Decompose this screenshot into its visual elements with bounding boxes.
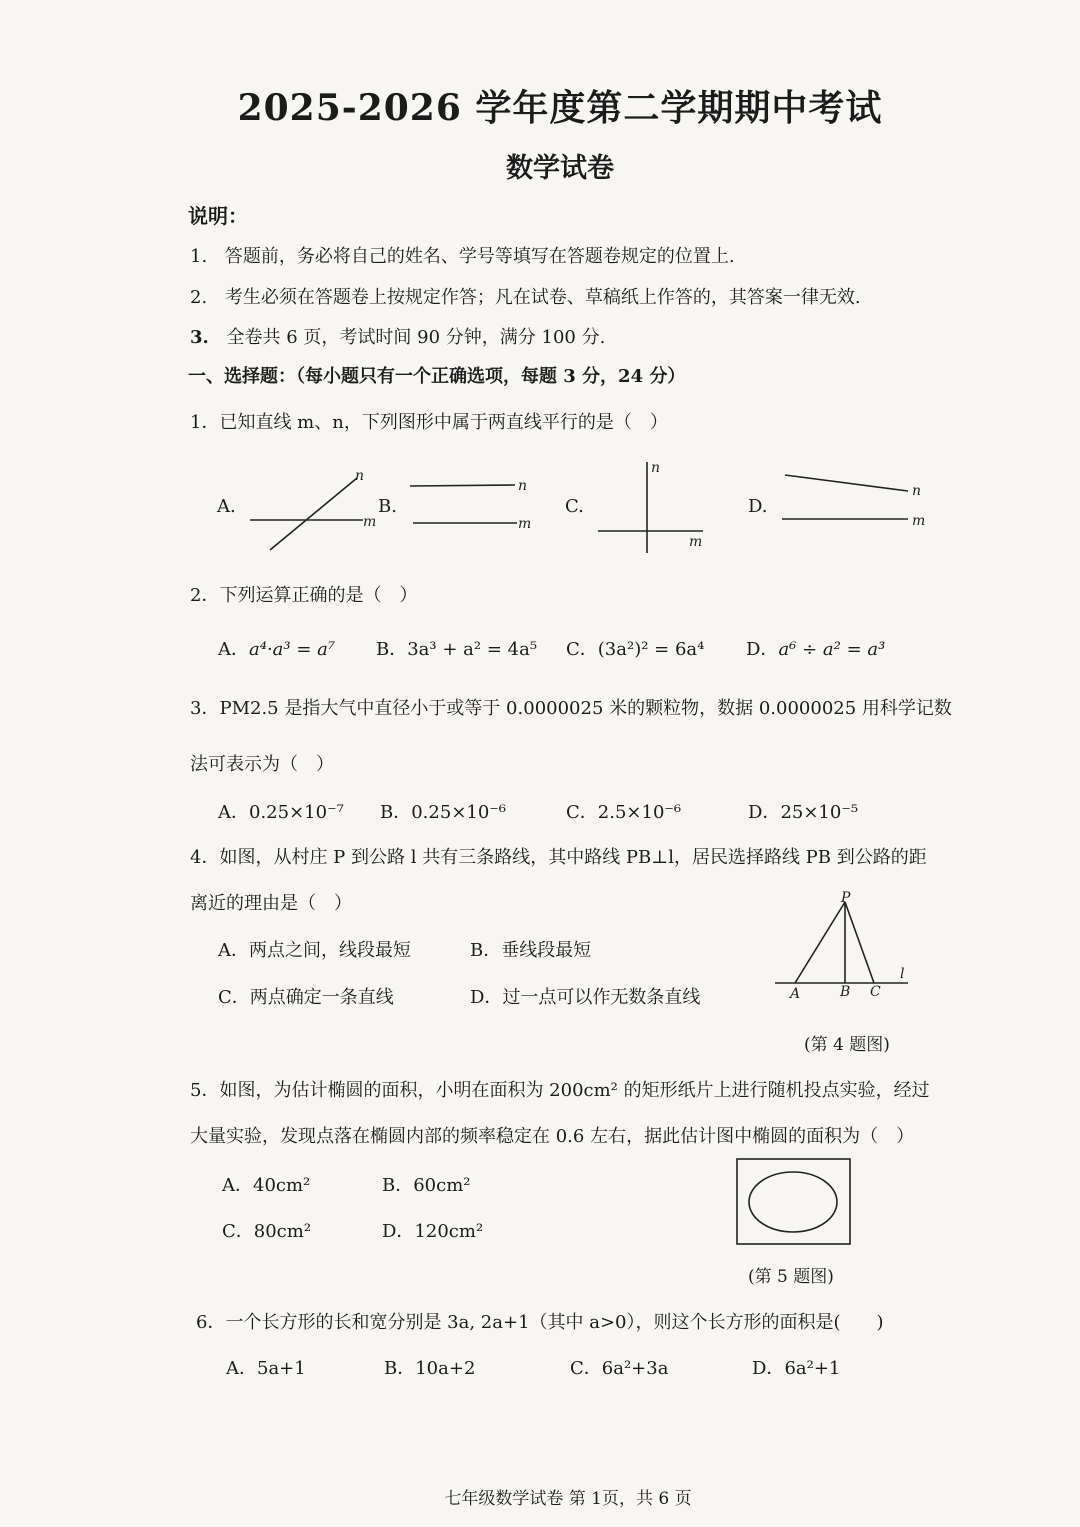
exam-subtitle: 数学试卷 — [506, 153, 614, 184]
label-a: A — [790, 986, 801, 1002]
q4-option-a — [218, 936, 411, 962]
option-letter: C． — [566, 639, 598, 660]
option-letter: C． — [566, 802, 598, 823]
line-n — [410, 485, 515, 486]
option-letter: A． — [222, 1175, 253, 1196]
q5-figure — [736, 1158, 852, 1248]
q5-option-a — [222, 1171, 310, 1197]
label-n: n — [651, 460, 661, 476]
q6-option-b — [384, 1354, 475, 1380]
option-letter: B． — [382, 1175, 414, 1196]
instructions-heading: 说明： — [188, 204, 248, 228]
option-text: 两点确定一条直线 — [249, 987, 394, 1008]
page-footer: 七年级数学试卷 第 1页，共 6 页 — [444, 1489, 692, 1509]
q3-option-b — [380, 798, 506, 824]
label-n: n — [355, 468, 365, 484]
option-letter: B． — [376, 639, 408, 660]
label-m: m — [518, 516, 532, 532]
q3-option-d — [748, 798, 858, 824]
option-expr: 40cm² — [253, 1175, 311, 1196]
label-m: m — [363, 514, 377, 530]
question-5-stem-line1: 5．如图，为估计椭圆的面积，小明在面积为 200cm² 的矩形纸片上进行随机投点实验，经过 — [190, 1080, 930, 1101]
option-expr: 10a+2 — [415, 1358, 476, 1379]
question-6-stem: 6．一个长方形的长和宽分别是 3a, 2a+1（其中 a>0），则这个长方形的面积是( ) — [196, 1312, 884, 1333]
option-text: 过一点可以作无数条直线 — [502, 987, 701, 1008]
option-expr: 0.25×10⁻⁶ — [411, 802, 507, 823]
option-letter: B． — [470, 940, 502, 961]
q1-figure-b — [405, 470, 545, 540]
q2-option-d — [746, 635, 885, 661]
option-letter: D． — [746, 639, 779, 660]
label-m: m — [912, 513, 926, 529]
q2-option-b — [376, 635, 537, 661]
option-expr: 3a³ + a² = 4a⁵ — [407, 639, 538, 660]
option-expr: 5a+1 — [257, 1358, 306, 1379]
instruction-num: 3. — [190, 327, 209, 348]
question-1-stem: 1．已知直线 m、n，下列图形中属于两直线平行的是（ ） — [190, 412, 668, 433]
instruction-text: 考生必须在答题卷上按规定作答；凡在试卷、草稿纸上作答的，其答案一律无效. — [224, 287, 861, 308]
exam-title: 2025-2026 学年度第二学期期中考试 — [237, 87, 883, 129]
question-3-stem-line1: 3．PM2.5 是指大气中直径小于或等于 0.0000025 米的颗粒物，数据 0.0000025 用科学记数 — [190, 698, 952, 719]
option-letter: D． — [748, 802, 781, 823]
q4-option-c — [218, 983, 394, 1009]
option-expr: 6a²+3a — [601, 1358, 669, 1379]
segment-pa — [795, 902, 845, 983]
q3-option-a — [218, 798, 344, 824]
label-n: n — [518, 478, 528, 494]
question-3-stem-line2: 法可表示为（ ） — [190, 754, 334, 775]
q5-option-c — [222, 1217, 311, 1243]
option-letter: B． — [384, 1358, 416, 1379]
section-heading: 一、选择题：（每小题只有一个正确选项，每题 3 分，24 分） — [188, 366, 686, 387]
q4-option-b — [470, 936, 591, 962]
instruction-item-1 — [190, 242, 735, 268]
q5-figure-caption: (第 5 题图) — [748, 1267, 834, 1287]
option-expr: a⁶ ÷ a² = a³ — [778, 639, 886, 660]
option-letter: D． — [752, 1358, 785, 1379]
option-expr: 120cm² — [414, 1221, 484, 1242]
option-letter: D． — [470, 987, 503, 1008]
option-expr: 6a²+1 — [784, 1358, 841, 1379]
instruction-num: 2. — [190, 287, 208, 308]
option-letter: B． — [380, 802, 412, 823]
q1-option-c-label: C. — [565, 496, 584, 517]
q5-option-d — [382, 1217, 483, 1243]
option-letter: C． — [570, 1358, 602, 1379]
option-letter: A． — [218, 802, 249, 823]
question-2-stem: 2．下列运算正确的是（ ） — [190, 585, 418, 606]
q1-option-b-label: B. — [378, 496, 397, 517]
option-letter: C． — [222, 1221, 254, 1242]
line-n — [785, 475, 908, 491]
segment-pc — [845, 902, 874, 983]
q5-option-b — [382, 1171, 471, 1197]
q6-option-d — [752, 1354, 840, 1380]
instruction-item-3 — [190, 323, 605, 349]
label-p: P — [841, 890, 851, 906]
option-letter: C． — [218, 987, 250, 1008]
q4-figure-caption: (第 4 题图) — [804, 1035, 890, 1055]
label-l: l — [900, 966, 905, 982]
option-letter: A． — [218, 639, 249, 660]
instruction-item-2 — [190, 283, 861, 309]
question-4-stem-line2: 离近的理由是（ ） — [190, 893, 352, 914]
option-text: 垂线段最短 — [501, 940, 592, 961]
q3-option-c — [566, 798, 681, 824]
label-n: n — [912, 483, 922, 499]
q1-option-d-label: D. — [748, 496, 768, 517]
q2-option-a — [218, 635, 335, 661]
q1-option-a-label: A. — [217, 496, 236, 517]
option-expr: 60cm² — [413, 1175, 471, 1196]
option-expr: (3a²)² = 6a⁴ — [597, 639, 705, 660]
q6-option-c — [570, 1354, 668, 1380]
label-m: m — [689, 534, 703, 550]
label-b: B — [840, 984, 851, 1000]
instruction-text: 答题前，务必将自己的姓名、学号等填写在答题卷规定的位置上. — [224, 246, 735, 267]
instruction-num: 1. — [190, 246, 208, 267]
option-letter: A． — [218, 940, 249, 961]
option-letter: A． — [226, 1358, 257, 1379]
q1-figure-d — [780, 465, 930, 535]
q2-option-c — [566, 635, 704, 661]
q4-option-d — [470, 983, 700, 1009]
question-5-stem-line2: 大量实验，发现点落在椭圆内部的频率稳定在 0.6 左右，据此估计图中椭圆的面积为（ ） — [190, 1126, 915, 1147]
option-expr: 80cm² — [253, 1221, 312, 1242]
option-letter: D． — [382, 1221, 415, 1242]
q1-figure-c — [595, 458, 725, 558]
label-c: C — [870, 984, 881, 1000]
q6-option-a — [226, 1354, 306, 1380]
q4-figure — [770, 890, 920, 1005]
instruction-text: 全卷共 6 页，考试时间 90 分钟，满分 100 分. — [226, 327, 606, 348]
option-text: 两点之间，线段最短 — [249, 940, 411, 961]
option-expr: 2.5×10⁻⁶ — [597, 802, 682, 823]
option-expr: 25×10⁻⁵ — [780, 802, 859, 823]
option-expr: 0.25×10⁻⁷ — [249, 802, 344, 823]
q1-figure-a — [245, 470, 375, 560]
line-n — [270, 478, 357, 550]
ellipse-shape — [749, 1172, 837, 1232]
option-expr: a⁴·a³ = a⁷ — [249, 639, 336, 660]
question-4-stem-line1: 4．如图，从村庄 P 到公路 l 共有三条路线，其中路线 PB⊥l，居民选择路线 PB 到公路的距 — [190, 847, 927, 868]
